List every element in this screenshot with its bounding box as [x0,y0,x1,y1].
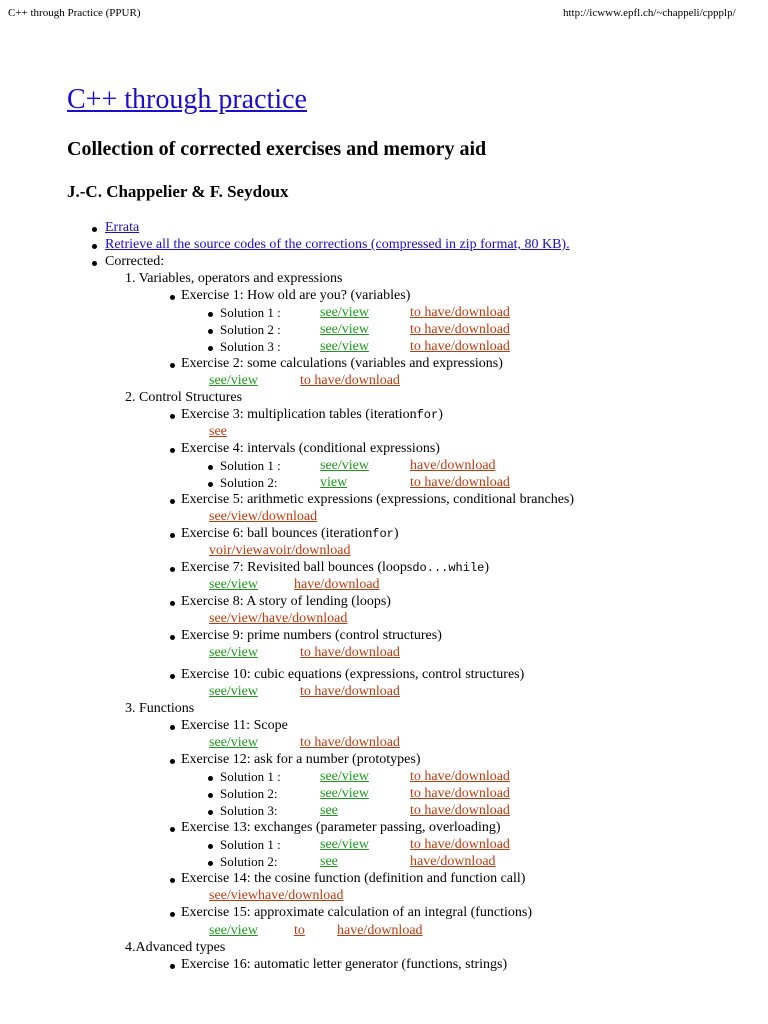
download-link[interactable]: to have/download [410,322,510,337]
bullet-icon [170,499,175,504]
solution-label: Solution 1 : [220,837,281,852]
corrected-label: Corrected: [105,254,165,269]
solution-label: Solution 1 : [220,458,281,473]
solution-label: Solution 2: [220,475,278,490]
bullet-icon [170,363,175,368]
download-link[interactable]: to have/download [410,339,510,354]
bullet-icon [208,482,213,487]
retrieve-sources-link[interactable]: Retrieve all the source codes of the corrections (compressed in zip format, 80 KB). [105,237,570,252]
download-link[interactable]: to have/download [410,475,510,490]
section-functions: 3. Functions [125,701,195,716]
see-view-link[interactable]: see/view [209,735,258,750]
exercise-1: Exercise 1: How old are you? (variables) [181,288,411,303]
exercise-3: Exercise 3: multiplication tables (iterationfor) [181,407,443,422]
solution-label: Solution 1 : [220,305,281,320]
see-view-link[interactable]: see/view [320,769,369,784]
bullet-icon [170,827,175,832]
exercise-13: Exercise 13: exchanges (parameter passing, overloading) [181,820,501,835]
exercise-14: Exercise 14: the cosine function (definition and function call) [181,871,526,886]
bullet-icon [92,244,97,249]
header-right: http://icwww.epfl.ch/~chappeli/cppplp/ [563,7,736,19]
bullet-icon [170,725,175,730]
page-title[interactable]: C++ through practice [67,84,307,115]
bullet-icon [208,861,213,866]
solution-label: Solution 2: [220,786,278,801]
download-link[interactable]: to have/download [300,735,400,750]
bullet-icon [208,465,213,470]
see-link[interactable]: see [209,424,227,439]
see-view-link[interactable]: see/view [209,684,258,699]
see-view-link[interactable]: see/view [209,645,258,660]
exercise-15: Exercise 15: approximate calculation of an integral (functions) [181,905,533,920]
bullet-icon [170,759,175,764]
bullet-icon [170,448,175,453]
download-link[interactable]: have/download [410,854,496,869]
section-variables: 1. Variables, operators and expressions [125,271,343,286]
see-view-link[interactable]: see/view [320,458,369,473]
header-left: C++ through Practice (PPUR) [8,7,141,19]
download-link[interactable]: have/download [294,577,380,592]
bullet-icon [170,533,175,538]
bullet-icon [170,567,175,572]
download-link[interactable]: to have/download [300,684,400,699]
bullet-icon [208,793,213,798]
download-link[interactable]: to have/download [300,373,400,388]
exercise-5: Exercise 5: arithmetic expressions (expressions, conditional branches) [181,492,575,507]
section-control-structures: 2. Control Structures [125,390,243,405]
exercise-4: Exercise 4: intervals (conditional expressions) [181,441,440,456]
see-view-download-link[interactable]: see/view/download [209,509,318,524]
download-link[interactable]: to have/download [410,786,510,801]
solution-label: Solution 3 : [220,339,281,354]
bullet-icon [208,346,213,351]
see-view-link[interactable]: see/view [209,373,258,388]
see-view-link[interactable]: see/view [320,786,369,801]
see-link[interactable]: see [320,803,338,818]
exercise-6: Exercise 6: ball bounces (iterationfor) [181,526,399,541]
see-view-link[interactable]: see/view [209,577,258,592]
exercise-8: Exercise 8: A story of lending (loops) [181,594,391,609]
bullet-icon [170,295,175,300]
errata-link[interactable]: Errata [105,220,140,235]
bullet-icon [170,674,175,679]
bullet-icon [208,329,213,334]
download-link[interactable]: to have/download [410,769,510,784]
bullet-icon [208,776,213,781]
see-view-link[interactable]: see/view [320,305,369,320]
see-link[interactable]: see [320,854,338,869]
exercise-16: Exercise 16: automatic letter generator (functions, strings) [181,957,508,972]
authors: J.-C. Chappelier & F. Seydoux [67,182,289,201]
bullet-icon [92,227,97,232]
bullet-icon [208,810,213,815]
page-subtitle: Collection of corrected exercises and memory aid [67,138,487,160]
bullet-icon [170,635,175,640]
download-link[interactable]: have/download [410,458,496,473]
bullet-icon [170,964,175,969]
exercise-12: Exercise 12: ask for a number (prototypes) [181,752,421,767]
exercise-11: Exercise 11: Scope [181,718,288,733]
to-link[interactable]: to [294,923,305,938]
download-link[interactable]: to have/download [410,837,510,852]
bullet-icon [170,601,175,606]
bullet-icon [208,844,213,849]
bullet-icon [170,878,175,883]
bullet-icon [92,261,97,266]
see-view-have-download-link[interactable]: see/viewhave/download [209,888,344,903]
view-link[interactable]: view [320,475,348,490]
download-link[interactable]: have/download [337,923,423,938]
solution-label: Solution 1 : [220,769,281,784]
voir-view-download-link[interactable]: voir/viewavoir/download [209,543,351,558]
solution-label: Solution 2: [220,854,278,869]
exercise-10: Exercise 10: cubic equations (expressions, control structures) [181,667,525,682]
solution-label: Solution 2 : [220,322,281,337]
exercise-9: Exercise 9: prime numbers (control structures) [181,628,442,643]
section-advanced-types: 4.Advanced types [125,940,226,955]
see-view-link[interactable]: see/view [320,339,369,354]
see-view-have-download-link[interactable]: see/view/have/download [209,611,348,626]
solution-label: Solution 3: [220,803,278,818]
download-link[interactable]: to have/download [410,803,510,818]
download-link[interactable]: to have/download [410,305,510,320]
see-view-link[interactable]: see/view [320,837,369,852]
see-view-link[interactable]: see/view [209,923,258,938]
bullet-icon [170,414,175,419]
download-link[interactable]: to have/download [300,645,400,660]
bullet-icon [170,912,175,917]
bullet-icon [208,312,213,317]
see-view-link[interactable]: see/view [320,322,369,337]
exercise-2: Exercise 2: some calculations (variables and expressions) [181,356,503,371]
exercise-7: Exercise 7: Revisited ball bounces (loopsdo...while) [181,560,490,575]
